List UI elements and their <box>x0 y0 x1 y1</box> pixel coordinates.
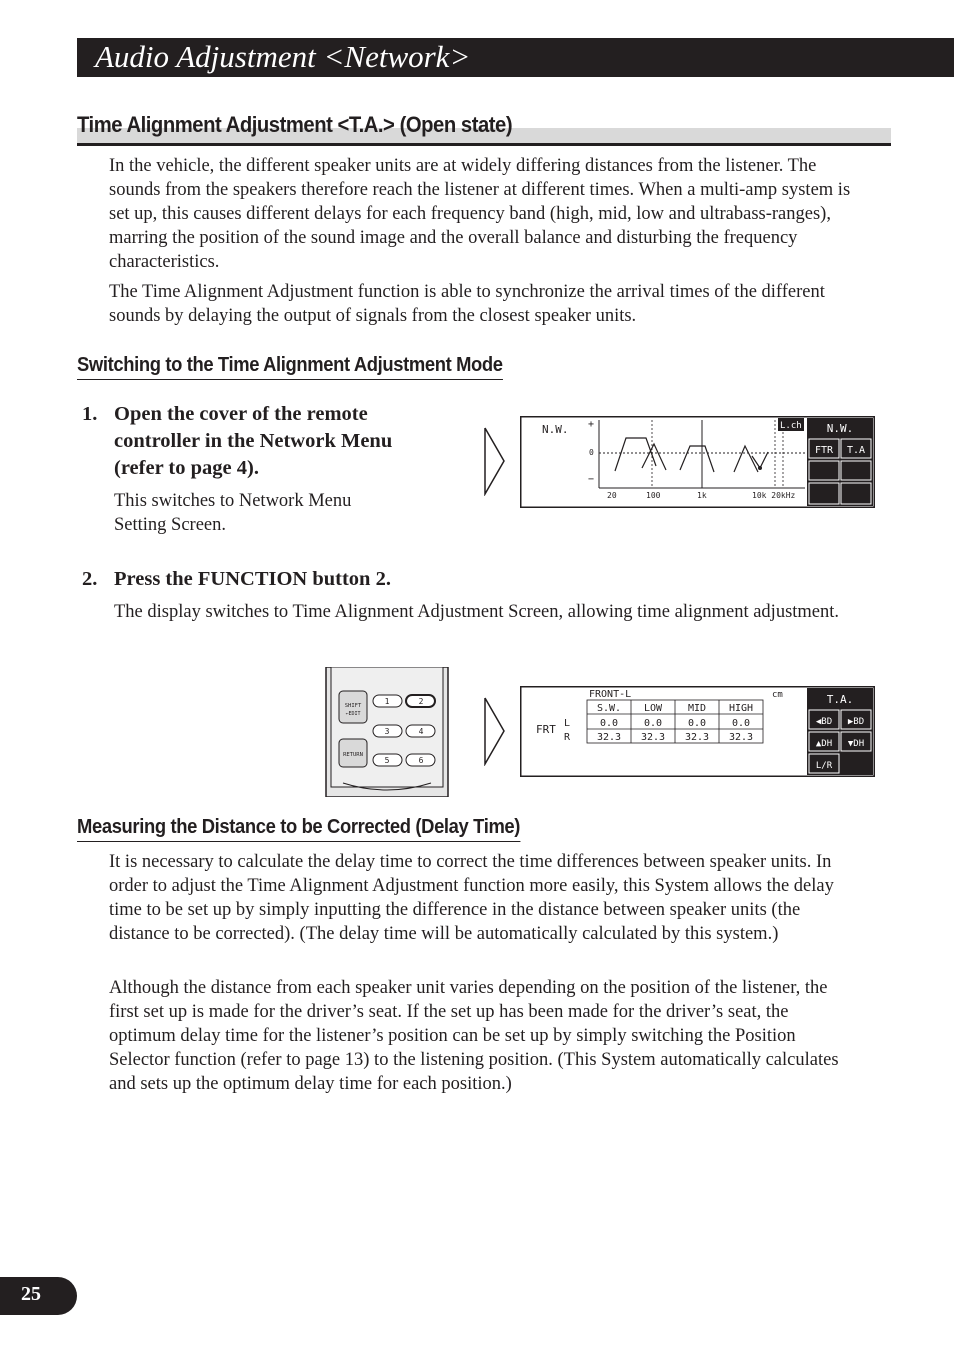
screen-title: FRONT-L <box>589 689 632 700</box>
header-banner <box>77 38 954 77</box>
step-1-number: 1. <box>82 403 98 425</box>
intro-paragraph-1: In the vehicle, the different speaker units are at widely differing distances from the listener. The sounds from the speakers therefore reach the listener at different times. When a multi-amp system is set up, this causes different delays for each frequency band (high, mid, low and ultrabass-ranges), marring the position of the sound image and the overall balance and disturbing the frequency characteristics. <box>109 156 851 272</box>
x-label-10k-20khz: 10k 20kHz <box>752 491 796 500</box>
arrow-right-icon <box>482 696 508 766</box>
ta-button-label: T.A <box>846 445 866 456</box>
y-label-zero: 0 <box>589 448 594 457</box>
menu-title: T.A. <box>826 693 854 706</box>
edit-label: ←EDIT <box>345 711 361 717</box>
subheading-measuring-distance: Measuring the Distance to be Corrected (Delay Time) <box>77 816 520 842</box>
unit-label: cm <box>772 690 783 700</box>
key-6-label: 6 <box>418 756 424 765</box>
subheading-switching-mode: Switching to the Time Alignment Adjustment Mode <box>77 354 503 380</box>
ftr-button-label: FTR <box>814 445 834 456</box>
x-label-20: 20 <box>607 491 617 500</box>
measure-paragraph-1: It is necessary to calculate the delay time to correct the time differences between speaker units. In order to adjust the Time Alignment Adjustment function more easily, this System allows the delay time to be set up by simply inputting the difference in the distance between speaker units (the distance to be corrected). (The delay time will be automatically calculated by this system.) <box>109 852 834 944</box>
cell-r-sw: 32.3 <box>596 732 622 743</box>
step-1-description: This switches to Network Menu Setting Screen. <box>114 491 352 535</box>
page-number-badge <box>0 1277 77 1315</box>
return-label: RETURN <box>343 752 363 758</box>
menu-title: N.W. <box>826 422 854 435</box>
screen-title: N.W. <box>542 423 569 436</box>
col-header-sw: S.W. <box>596 703 622 714</box>
col-header-high: HIGH <box>728 703 754 714</box>
measure-paragraph-2: Although the distance from each speaker unit varies depending on the position of the listener, the first set up is made for the driver’s seat. If the set up has been made for the driver’s seat, the optimum delay time for the listener’s position can be set up by simply switching the Position Selector function (refer to page 13) to the listening position. (This System automatically calculates and sets up the optimum delay time for each position.) <box>109 978 839 1094</box>
channel-r-label: R <box>564 732 571 743</box>
menu-slot-empty <box>841 461 871 480</box>
lr-label: L/R <box>815 761 833 771</box>
remote-controller-illustration <box>325 667 450 797</box>
key-5-label: 5 <box>384 756 390 765</box>
step-2-title: Press the FUNCTION button 2. <box>114 568 391 590</box>
step-2-description: The display switches to Time Alignment Adjustment Screen, allowing time alignment adjustment. <box>114 602 840 622</box>
key-1-label: 1 <box>384 697 390 706</box>
dh-down-label: ▼DH <box>847 739 865 749</box>
cell-l-sw: 0.0 <box>599 718 619 729</box>
dh-up-label: ▲DH <box>815 739 833 749</box>
key-4-label: 4 <box>418 727 424 736</box>
bd-right-label: ▶BD <box>847 717 865 727</box>
cell-l-mid: 0.0 <box>687 718 707 729</box>
cell-r-low: 32.3 <box>640 732 666 743</box>
col-header-low: LOW <box>643 703 663 714</box>
y-label-minus: − <box>588 474 595 485</box>
arrow-right-icon <box>482 426 508 496</box>
menu-slot-empty <box>809 483 839 504</box>
x-label-100: 100 <box>646 491 661 500</box>
shift-label: SHIFT <box>344 703 362 709</box>
channel-l-label: L <box>564 718 571 729</box>
section-heading-time-alignment <box>77 110 891 146</box>
heading-rule <box>77 143 891 146</box>
y-label-plus: + <box>588 419 595 430</box>
bd-left-label: ◀BD <box>815 717 833 727</box>
x-label-1k: 1k <box>697 491 707 500</box>
page-title: Audio Adjustment <Network> <box>95 39 471 74</box>
key-2-label: 2 <box>418 697 424 706</box>
menu-slot-empty <box>809 461 839 480</box>
cell-l-low: 0.0 <box>643 718 663 729</box>
heading-text: Time Alignment Adjustment <T.A.> (Open state) <box>77 112 513 137</box>
network-menu-screen <box>520 416 875 508</box>
cell-r-high: 32.3 <box>728 732 754 743</box>
cell-r-mid: 32.3 <box>684 732 710 743</box>
time-alignment-screen <box>520 686 875 777</box>
step-1-title: Open the cover of the remote controller in the Network Menu (refer to page 4). <box>114 403 393 479</box>
key-3-label: 3 <box>384 727 390 736</box>
intro-paragraph-2: The Time Alignment Adjustment function is able to synchronize the arrival times of the different sounds by delaying the output of signals from the closest speaker units. <box>109 282 825 326</box>
cell-l-high: 0.0 <box>731 718 751 729</box>
curve-marker <box>758 466 762 470</box>
channel-label: L.ch <box>780 421 802 431</box>
menu-slot-empty <box>841 483 871 504</box>
row-label: FRT <box>536 723 556 736</box>
col-header-mid: MID <box>687 703 707 714</box>
step-2-number: 2. <box>82 568 98 590</box>
page-number: 25 <box>21 1283 41 1305</box>
